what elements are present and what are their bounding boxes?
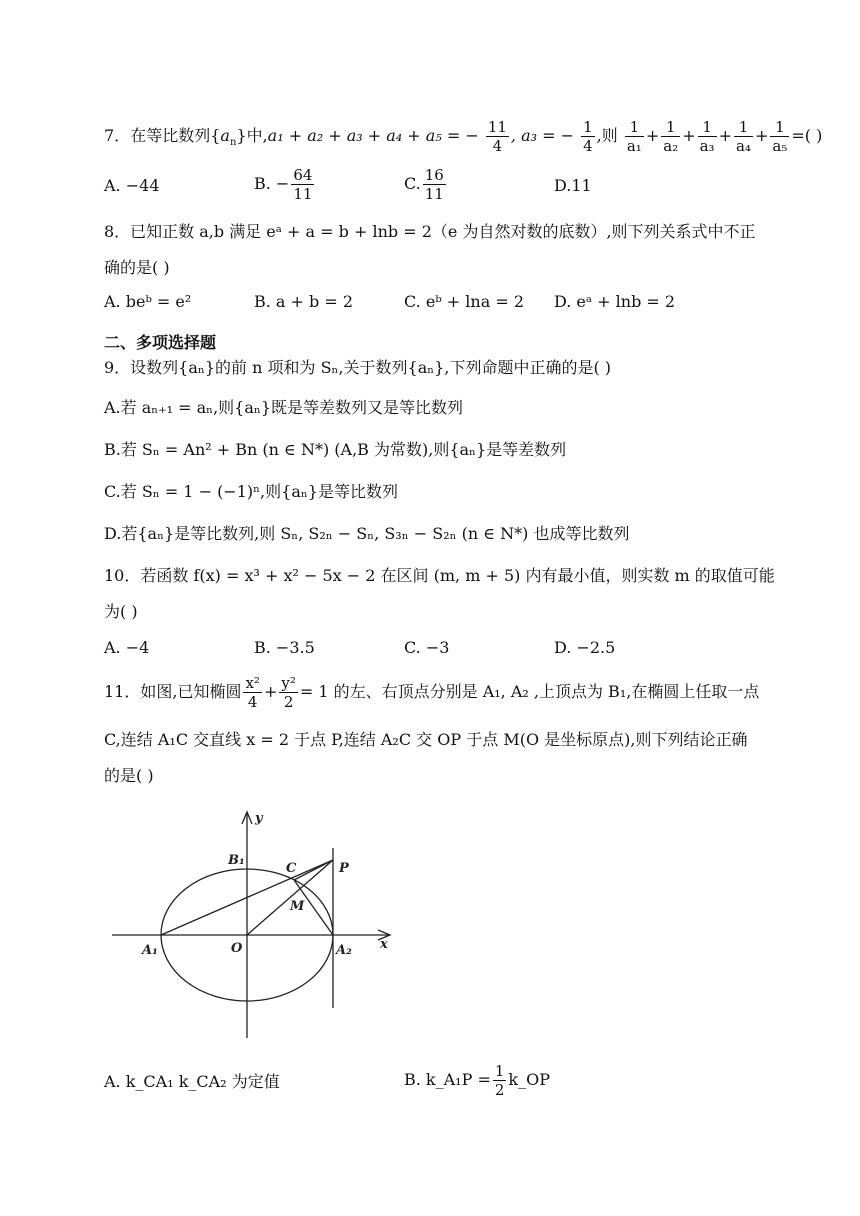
label-p: P [339,861,349,876]
q7-text-b: 中, [246,126,268,145]
q11-line1: 11．如图,已知椭圆 $\frac{\text{x²}}{4}$ + $\frac{\text{y²}}{2}$ = 1 的左、右顶点分别是 A₁, A₂ ,上顶点为 B₁,在椭圆上任取一点 [104,674,760,711]
q7-option-a: A. −44 [104,176,160,195]
label-c: C [286,861,297,876]
q7-recip-5: $\frac{1}{\text{a₅}}$ [772,118,788,155]
q7-frac-1-4 [581,118,595,155]
label-x: x [380,937,388,952]
q11-frac-y: $\frac{\text{y²}}{2}$ [281,674,296,711]
q8-option-a: A. beᵇ = e² [104,292,192,311]
q7-frac1-den: 4 [492,137,503,155]
q11-line2: C,连结 A₁C 交直线 x = 2 于点 P,连结 A₂C 交 OP 于点 M(O 是坐标原点),则下列结论正确 [104,730,748,749]
q7-text-c: ,则 [596,126,618,145]
q11-option-a: A. k_CA₁ k_CA₂ 为定值 [104,1072,280,1091]
label-y: y [255,811,263,826]
q10-option-a: A. −4 [104,638,150,657]
q11-option-b-prefix: B. k_A₁P = [404,1070,491,1089]
q7-option-b: B. − $\frac{64}{11}$ [254,166,313,203]
q11-line3: 的是( ) [104,766,154,785]
q7-number: 7． [104,126,131,145]
q8-option-c: C. eᵇ + lna = 2 [404,292,525,311]
q7-recip-2: $\frac{1}{\text{a₂}}$ [663,118,679,155]
q7-a3-expr: , a₃ = − [510,126,575,145]
q7-recip-4: $\frac{1}{\text{a₄}}$ [735,118,751,155]
q10-option-c: C. −3 [404,638,450,657]
q11-line1-a: 11．如图,已知椭圆 [104,682,242,701]
q9-stem: 9．设数列{aₙ}的前 n 项和为 Sₙ,关于数列{aₙ},下列命题中正确的是( ) [104,358,612,377]
q10-line2: 为( ) [104,602,138,621]
q9-option-c: C.若 Sₙ = 1 − (−1)ⁿ,则{aₙ}是等比数列 [104,482,398,501]
q7-frac2-den: 4 [583,137,593,155]
q7-set-open: { [210,126,221,145]
label-b1: B₁ [228,853,245,868]
label-o: O [231,941,243,956]
q8-line2: 确的是( ) [104,258,170,277]
q7-frac2-num: 1 [583,118,593,136]
q7-option-c-prefix: C. [404,174,421,193]
q11-frac-x: $\frac{\text{x²}}{4}$ [245,674,260,711]
q9-option-d: D.若{aₙ}是等比数列,则 Sₙ, S₂ₙ − Sₙ, S₃ₙ − S₂ₙ (n ∈ N*) 也成等比数列 [104,524,630,543]
q7-frac1-num: 11 [487,118,507,136]
q8-option-d: D. eᵃ + lnb = 2 [554,292,676,311]
q7-option-b-prefix: B. − [254,174,290,193]
q7-an: a [220,126,230,145]
label-a2: A₂ [336,943,352,958]
q10-line1: 10．若函数 f(x) = x³ + x² − 5x − 2 在区间 (m, m + 5) 内有最小值，则实数 m 的取值可能 [104,566,775,585]
q7-text-a: 在等比数列 [130,126,211,145]
q7-option-c: C. $\frac{16}{11}$ [404,166,444,203]
q9-option-b: B.若 Sₙ = An² + Bn (n ∈ N*) (A,B 为常数),则{aₙ}是等差数列 [104,440,567,459]
q7-stem: 7．在等比数列$\{a_n\}$中,a₁ + a₂ + a₃ + a₄ + a₅ = − $\frac{11}{4}$ , a₃ = − $\frac{1}{4}$ ,则 $\frac{1}{\text{a₁}}$ + $\frac{1}{\text{a₂}}$ + $\frac{1}{\text{a₃}}$ + $\frac{1}{\text{a₄}}$ + $\frac{1}{\text{a₅}}$ =( ) [104,118,823,155]
q7-recip-3: $\frac{1}{\text{a₃}}$ [699,118,715,155]
q7-sum-expr: a₁ + a₂ + a₃ + a₄ + a₅ = − [267,126,479,145]
q7-recip-1: $\frac{1}{\text{a₁}}$ [626,118,642,155]
q7-an-sub: n [229,137,237,149]
ellipse-figure [110,808,410,1042]
q8-option-b: B. a + b = 2 [254,292,354,311]
label-a1: A₁ [142,943,158,958]
q10-option-b: B. −3.5 [254,638,315,657]
q7-option-d: D.11 [554,176,592,195]
q11-option-b: B. k_A₁P = $\frac{1}{2}$ k_OP [404,1062,550,1099]
label-m: M [290,899,305,914]
q7-frac-11-4 [486,118,509,155]
section-title: 二、多项选择题 [104,333,217,352]
q9-option-a: A.若 aₙ₊₁ = aₙ,则{aₙ}既是等差数列又是等比数列 [104,398,463,417]
q7-paren: ( ) [804,126,823,145]
q10-option-d: D. −2.5 [554,638,616,657]
q8-line1: 8．已知正数 a,b 满足 eᵃ + a = b + lnb = 2（e 为自然对数的底数）,则下列关系式中不正 [104,222,756,241]
q11-option-b-suffix: k_OP [508,1070,550,1089]
q7-set-close: } [236,126,247,145]
q11-line1-b: = 1 的左、右顶点分别是 A₁, A₂ ,上顶点为 B₁,在椭圆上任取一点 [299,682,760,701]
